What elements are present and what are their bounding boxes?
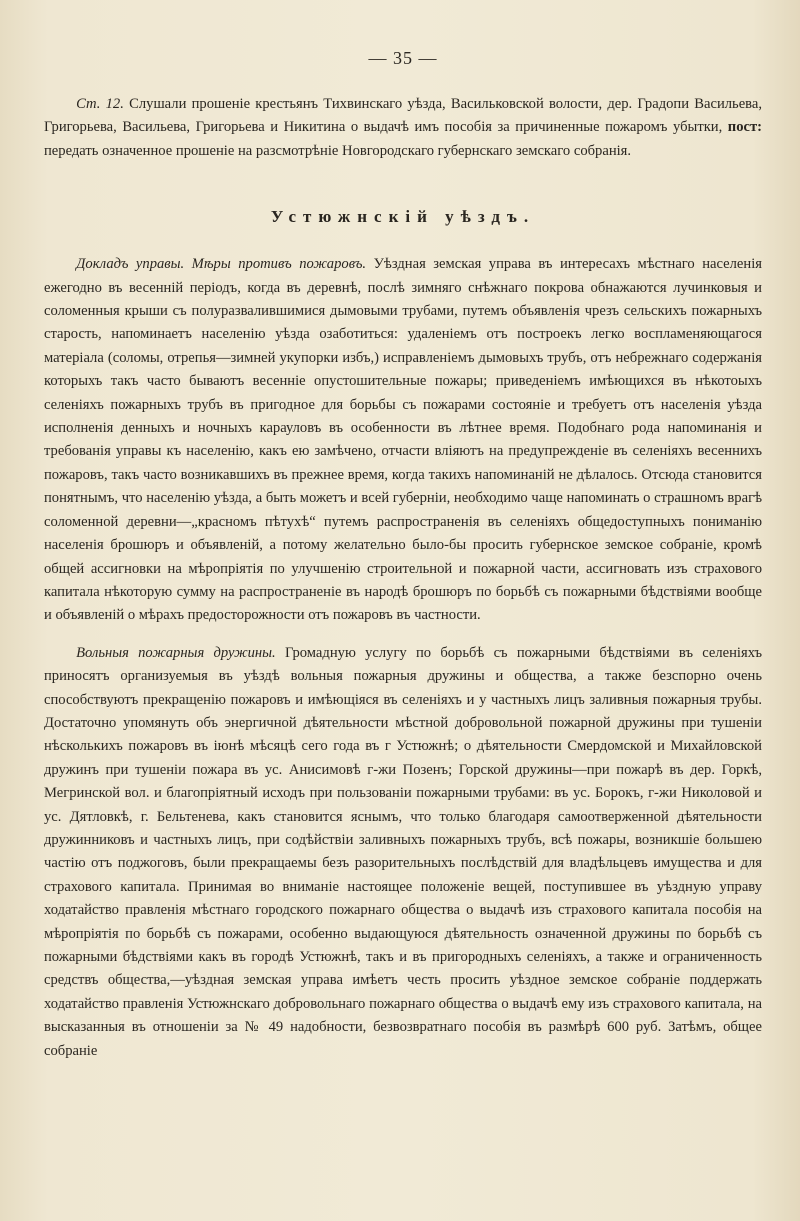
brigades-paragraph (44, 642, 762, 1063)
article-12-text: Слушали прошеніе крестьянъ Тихвинскаго уѣзда, Васильковской волости, дер. Градопи Васильева, Григорьева, Васильева, Григорьева и Никитина о выдачѣ имъ пособія за причиненные пожаромъ убытки, (44, 96, 763, 136)
report-text: Уѣздная земская управа въ интересахъ мѣстнаго населенія ежегодно въ весенній періодъ, когда въ деревнѣ, послѣ зимняго снѣжнаго покрова обнажаются лучинковыя и соломенныя крыши съ полуразвалившимися дымовыми трубами, путемъ объявленія чрезъ сельскихъ пожарныхъ старость, напоминаетъ населенію уѣзда озаботиться: удаленіемъ отъ построекъ легко воспламеняющагося матеріала (соломы, отрепья—зимней укупорки избъ,) исправленіемъ дымовыхъ трубъ, отъ небрежнаго содержанія которыхъ такъ часто бываютъ весенніе опустошительные пожары; приведеніемъ имѣющихся въ нѣкотоыхъ селеніяхъ пожарныхъ трубъ въ пригодное для борьбы съ пожарами состояніе и требуетъ отъ населенія уѣзда исполненія денныхъ и ночныхъ карауловъ въ особенности въ лѣтнее время. Подобнаго рода напоминанія и требованія управы къ населенію, какъ ею замѣчено, отчасти вліяютъ на предупрежденіе въ селеніяхъ весеннихъ пожаровъ, такъ часто возникавшихъ въ прежнее время, когда такихъ напоминаній не дѣлалось. Отсюда становится понятнымъ, что населенію уѣзда, а быть можетъ и всей губерніи, необходимо чаще напоминать о страшномъ врагѣ соломенной деревни—„красномъ пѣтухѣ“ путемъ распространенія въ селеніяхъ общедоступныхъ пониманію населенія брошюръ и объявленій, а потому желательно было-бы просить губернское земское собраніе, кромѣ общей ассигновки на мѣропріятія по улучшенію строительной и пожарной части, ассигновать изъ страхового капитала нѣкоторую сумму на распространеніе въ народѣ брошюръ по борьбѣ съ пожарными бѣдствіями вообще и объявленій о мѣрахъ предосторожности отъ пожаровъ въ частности. (44, 256, 762, 624)
report-paragraph (44, 253, 762, 628)
article-12-resolution-text: передать означенное прошеніе на разсмотрѣніе Новгородскаго губернскаго земскаго собранія. (44, 142, 632, 159)
article-12-paragraph (44, 93, 762, 163)
section-title: Устюжнскій уѣздъ. (270, 207, 536, 227)
paragraph-gap (44, 628, 762, 642)
brigades-text: Громадную услугу по борьбѣ съ пожарными бѣдствіями въ селеніяхъ приносятъ организуемыя въ уѣздѣ вольныя пожарныя дружины и общества, а также безспорно очень способствуютъ прекращенію пожаровъ и имѣющіяся въ селеніяхъ и у частныхъ лицъ заливныя пожарныя трубы. Достаточно упомянуть объ энергичной дѣятельности мѣстной добровольной пожарной дружины при тушеніи нѣсколькихъ пожаровъ въ іюнѣ мѣсяцѣ сего года въ г Устюжнѣ; о дѣятельности Смердомской и Михайловской дружинъ при тушеніи пожара въ ус. Анисимовѣ г-жи Позенъ; Горской дружины—при пожарѣ въ дер. Горкѣ, Мегринской вол. и благопріятный исходъ при пользованіи пожарными трубами: въ ус. Борокъ, г-жи Николовой и ус. Дятловкѣ, г. Бельтенева, какъ становится яснымъ, что только благодаря самоотверженной дѣятельности дружинниковъ и частныхъ лицъ, при содѣйствіи заливныхъ пожарныхъ трубъ, всѣ пожары, возникшіе большею частію отъ поджоговъ, были прекращаемы безъ разорительныхъ послѣдствій для владѣльцевъ имущества и для страхового капитала. Принимая во вниманіе настоящее положеніе вещей, поступившее въ уѣздную управу ходатайство правленія мѣстнаго городского пожарнаго общества о выдачѣ изъ страхового капитала пособія на мѣропріятія по борьбѣ съ пожарами, особенно выдающуюся дѣятельность означенной дружины по борьбѣ съ пожарными бѣдствіями какъ въ городѣ Устюжнѣ, такъ и въ пригородныхъ селеніяхъ, а также и ограниченность средствъ общества,—уѣздная земская управа имѣетъ честь просить уѣздное земское собраніе поддержать ходатайство правленія Устюжнскаго добровольнаго пожарнаго общества о выдачѣ ему изъ страхового капитала, на высказанныя въ отношеніи за № 49 надобности, безвозвратнаго пособія въ размѣрѣ 600 руб. Затѣмъ, общее собраніе (44, 644, 762, 1059)
page-number: — 35 — (368, 48, 438, 68)
report-lead: Докладъ управы. Мѣры противъ пожаровъ. (76, 256, 367, 273)
brigades-lead: Вольныя пожарныя дружины. (76, 644, 276, 661)
article-12-resolution-label: пост: (727, 119, 762, 136)
article-12-lead: Ст. 12. (76, 96, 124, 112)
